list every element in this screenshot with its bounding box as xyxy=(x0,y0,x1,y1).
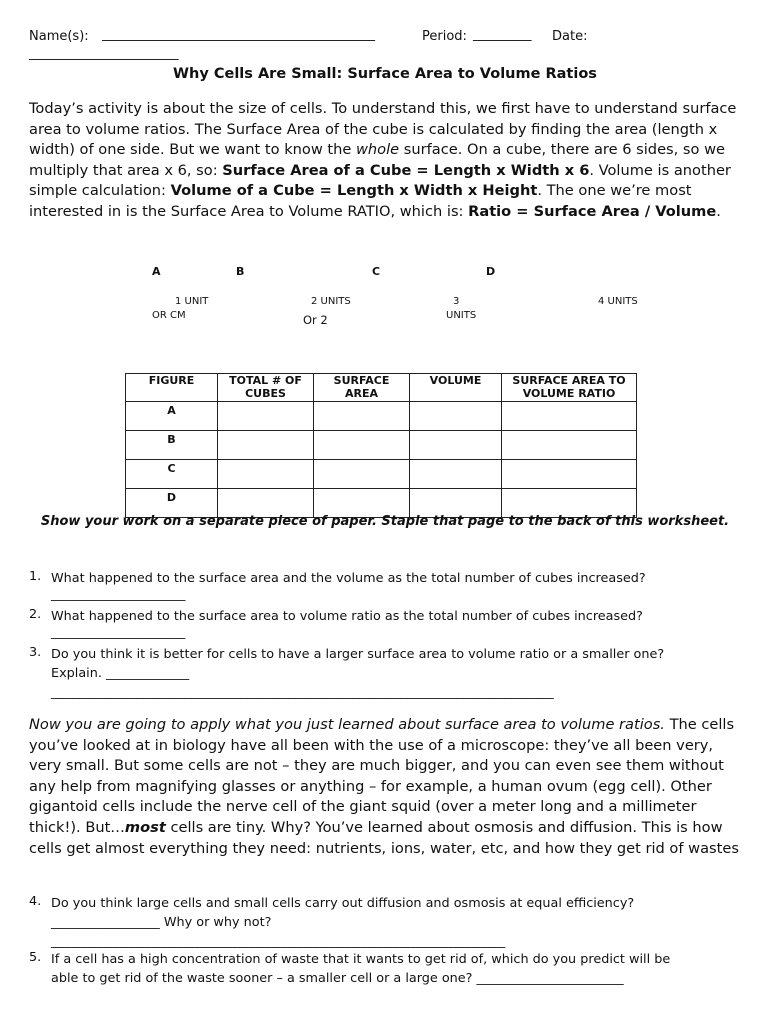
header-total-cubes: TOTAL # OF CUBES xyxy=(218,374,314,402)
table-row xyxy=(126,460,637,489)
para-emphasis-intro: Now you are going to apply what you just learned about surface area to volume ratios. xyxy=(29,716,665,733)
question-text: What happened to the surface area to volume ratio as the total number of cubes increased? xyxy=(51,609,643,624)
question-text: What happened to the surface area and the volume as the total number of cubes increased? xyxy=(51,571,646,586)
name-label: Name(s): xyxy=(29,29,89,44)
para-emphasis-most: most xyxy=(124,818,166,836)
para-text-1: The cells you’ve looked at in biology have all been with the use of a microscope: they’ve all been very, very small. But some cells are not – they are much bigger, and you can even see them without any help from magnifying glasses or anything – for example, a human ovum (egg cell). Other gigantoid cells include the nerve cell of the giant squid (over a meter long and a millimeter thick!). But… xyxy=(29,716,735,836)
cube-d-unit-label: 4 UNITS xyxy=(598,296,638,307)
cell-total-cubes[interactable] xyxy=(218,431,314,460)
cell-surface-area[interactable] xyxy=(314,431,410,460)
cell-surface-area[interactable] xyxy=(314,402,410,431)
cell-ratio[interactable] xyxy=(502,460,637,489)
data-table xyxy=(125,373,637,518)
why-prompt: Why or why not? xyxy=(159,915,272,930)
question-number: 5. xyxy=(29,950,42,965)
header-figure: FIGURE xyxy=(126,374,218,402)
cell-ratio[interactable] xyxy=(502,431,637,460)
date-blank: _______________________ xyxy=(29,46,179,61)
cube-b-unit-label: 2 UNITS xyxy=(311,296,351,307)
header-surface-area: SURFACE AREA xyxy=(314,374,410,402)
intro-text-5: . xyxy=(716,202,721,220)
cube-b-drawing xyxy=(244,278,304,324)
header-ratio: SURFACE AREA TO VOLUME RATIO xyxy=(502,374,637,402)
cell-volume[interactable] xyxy=(410,402,502,431)
cube-b-unit-label-2: Or 2 xyxy=(303,313,328,327)
table-row xyxy=(126,431,637,460)
question-number: 1. xyxy=(29,569,42,584)
application-paragraph xyxy=(29,715,744,859)
cell-ratio[interactable] xyxy=(502,402,637,431)
answer-blank[interactable]: _____________________ xyxy=(51,625,186,640)
cell-total-cubes[interactable] xyxy=(218,460,314,489)
row-label-b: B xyxy=(126,431,218,460)
cube-c-unit-label-2: UNITS xyxy=(446,310,477,321)
question-text: Do you think large cells and small cells carry out diffusion and osmosis at equal efficiency? xyxy=(51,896,635,911)
intro-text-2: surface. On a cube, there are 6 sides, so we multiply that area x 6, so: xyxy=(29,141,726,179)
answer-blank[interactable]: _____________________ xyxy=(51,587,186,602)
answer-blank[interactable]: _______________________ xyxy=(476,971,624,986)
date-label: Date: xyxy=(552,29,588,44)
period-blank: _________ xyxy=(473,27,532,42)
question-number: 4. xyxy=(29,894,42,909)
surface-area-formula: Surface Area of a Cube = Length x Width x 6 xyxy=(222,161,590,179)
cube-c-drawing xyxy=(370,275,446,341)
intro-emphasis: whole xyxy=(355,141,400,159)
row-label-a: A xyxy=(126,402,218,431)
show-work-instruction: Show your work on a separate piece of paper. Staple that page to the back of this worksheet. xyxy=(40,514,730,529)
cell-surface-area[interactable] xyxy=(314,460,410,489)
answer-blank[interactable]: _____________________________________________________________________________________________ xyxy=(51,685,554,699)
cube-a-unit-label-2: OR CM xyxy=(152,310,186,321)
cell-volume[interactable] xyxy=(410,431,502,460)
cube-a-drawing xyxy=(126,290,159,311)
header-volume: VOLUME xyxy=(410,374,502,402)
cell-total-cubes[interactable] xyxy=(218,402,314,431)
cube-d-drawing xyxy=(492,271,593,344)
intro-paragraph xyxy=(29,99,744,223)
intro-text-3: . Volume is another simple calculation: xyxy=(29,161,731,200)
cube-a-unit-label: 1 UNIT xyxy=(175,296,209,307)
cube-b-letter: B xyxy=(236,265,245,278)
table-row xyxy=(126,402,637,431)
answer-blank[interactable]: ____________________________________________________________________________________ xyxy=(51,934,505,948)
question-text: If a cell has a high concentration of waste that it wants to get rid of, which do you predict will be xyxy=(51,952,671,967)
cube-d-letter: D xyxy=(486,265,496,278)
volume-formula: Volume of a Cube = Length x Width x Height xyxy=(170,182,538,200)
question-text: Do you think it is better for cells to have a larger surface area to volume ratio or a smaller one? xyxy=(51,647,665,662)
intro-text-1: Today’s activity is about the size of cells. To understand this, we first have to understand surface area to volume ratios. The Surface Area of the cube is calculated by finding the area (length x width) of one side. But we want to know the xyxy=(29,100,737,159)
cell-volume[interactable] xyxy=(410,460,502,489)
answer-blank[interactable]: _________________ xyxy=(51,915,160,930)
name-blank: __________________________________________ xyxy=(102,27,375,42)
row-label-c: C xyxy=(126,460,218,489)
row-label-d: D xyxy=(126,489,218,518)
page-title: Why Cells Are Small: Surface Area to Volume Ratios xyxy=(173,66,597,82)
cube-c-unit-label: 3 xyxy=(453,296,460,307)
table-header-row xyxy=(126,374,637,402)
question-text-2: able to get rid of the waste sooner – a smaller cell or a large one? xyxy=(51,971,473,986)
question-number: 3. xyxy=(29,645,42,660)
para-text-2: cells are tiny. Why? You’ve learned about osmosis and diffusion. This is how cells get almost everything they need: nutrients, ions, water, etc, and how they get rid of wastes xyxy=(29,818,739,857)
ratio-formula: Ratio = Surface Area / Volume xyxy=(468,202,717,220)
period-label: Period: xyxy=(422,29,467,44)
cube-c-letter: C xyxy=(372,265,381,278)
question-number: 2. xyxy=(29,607,42,622)
intro-text-4: . The one we’re most interested in is the Surface Area to Volume RATIO, which is: xyxy=(29,182,692,220)
cube-a-letter: A xyxy=(152,265,161,278)
explain-blank[interactable]: Explain. _____________ xyxy=(51,666,190,681)
